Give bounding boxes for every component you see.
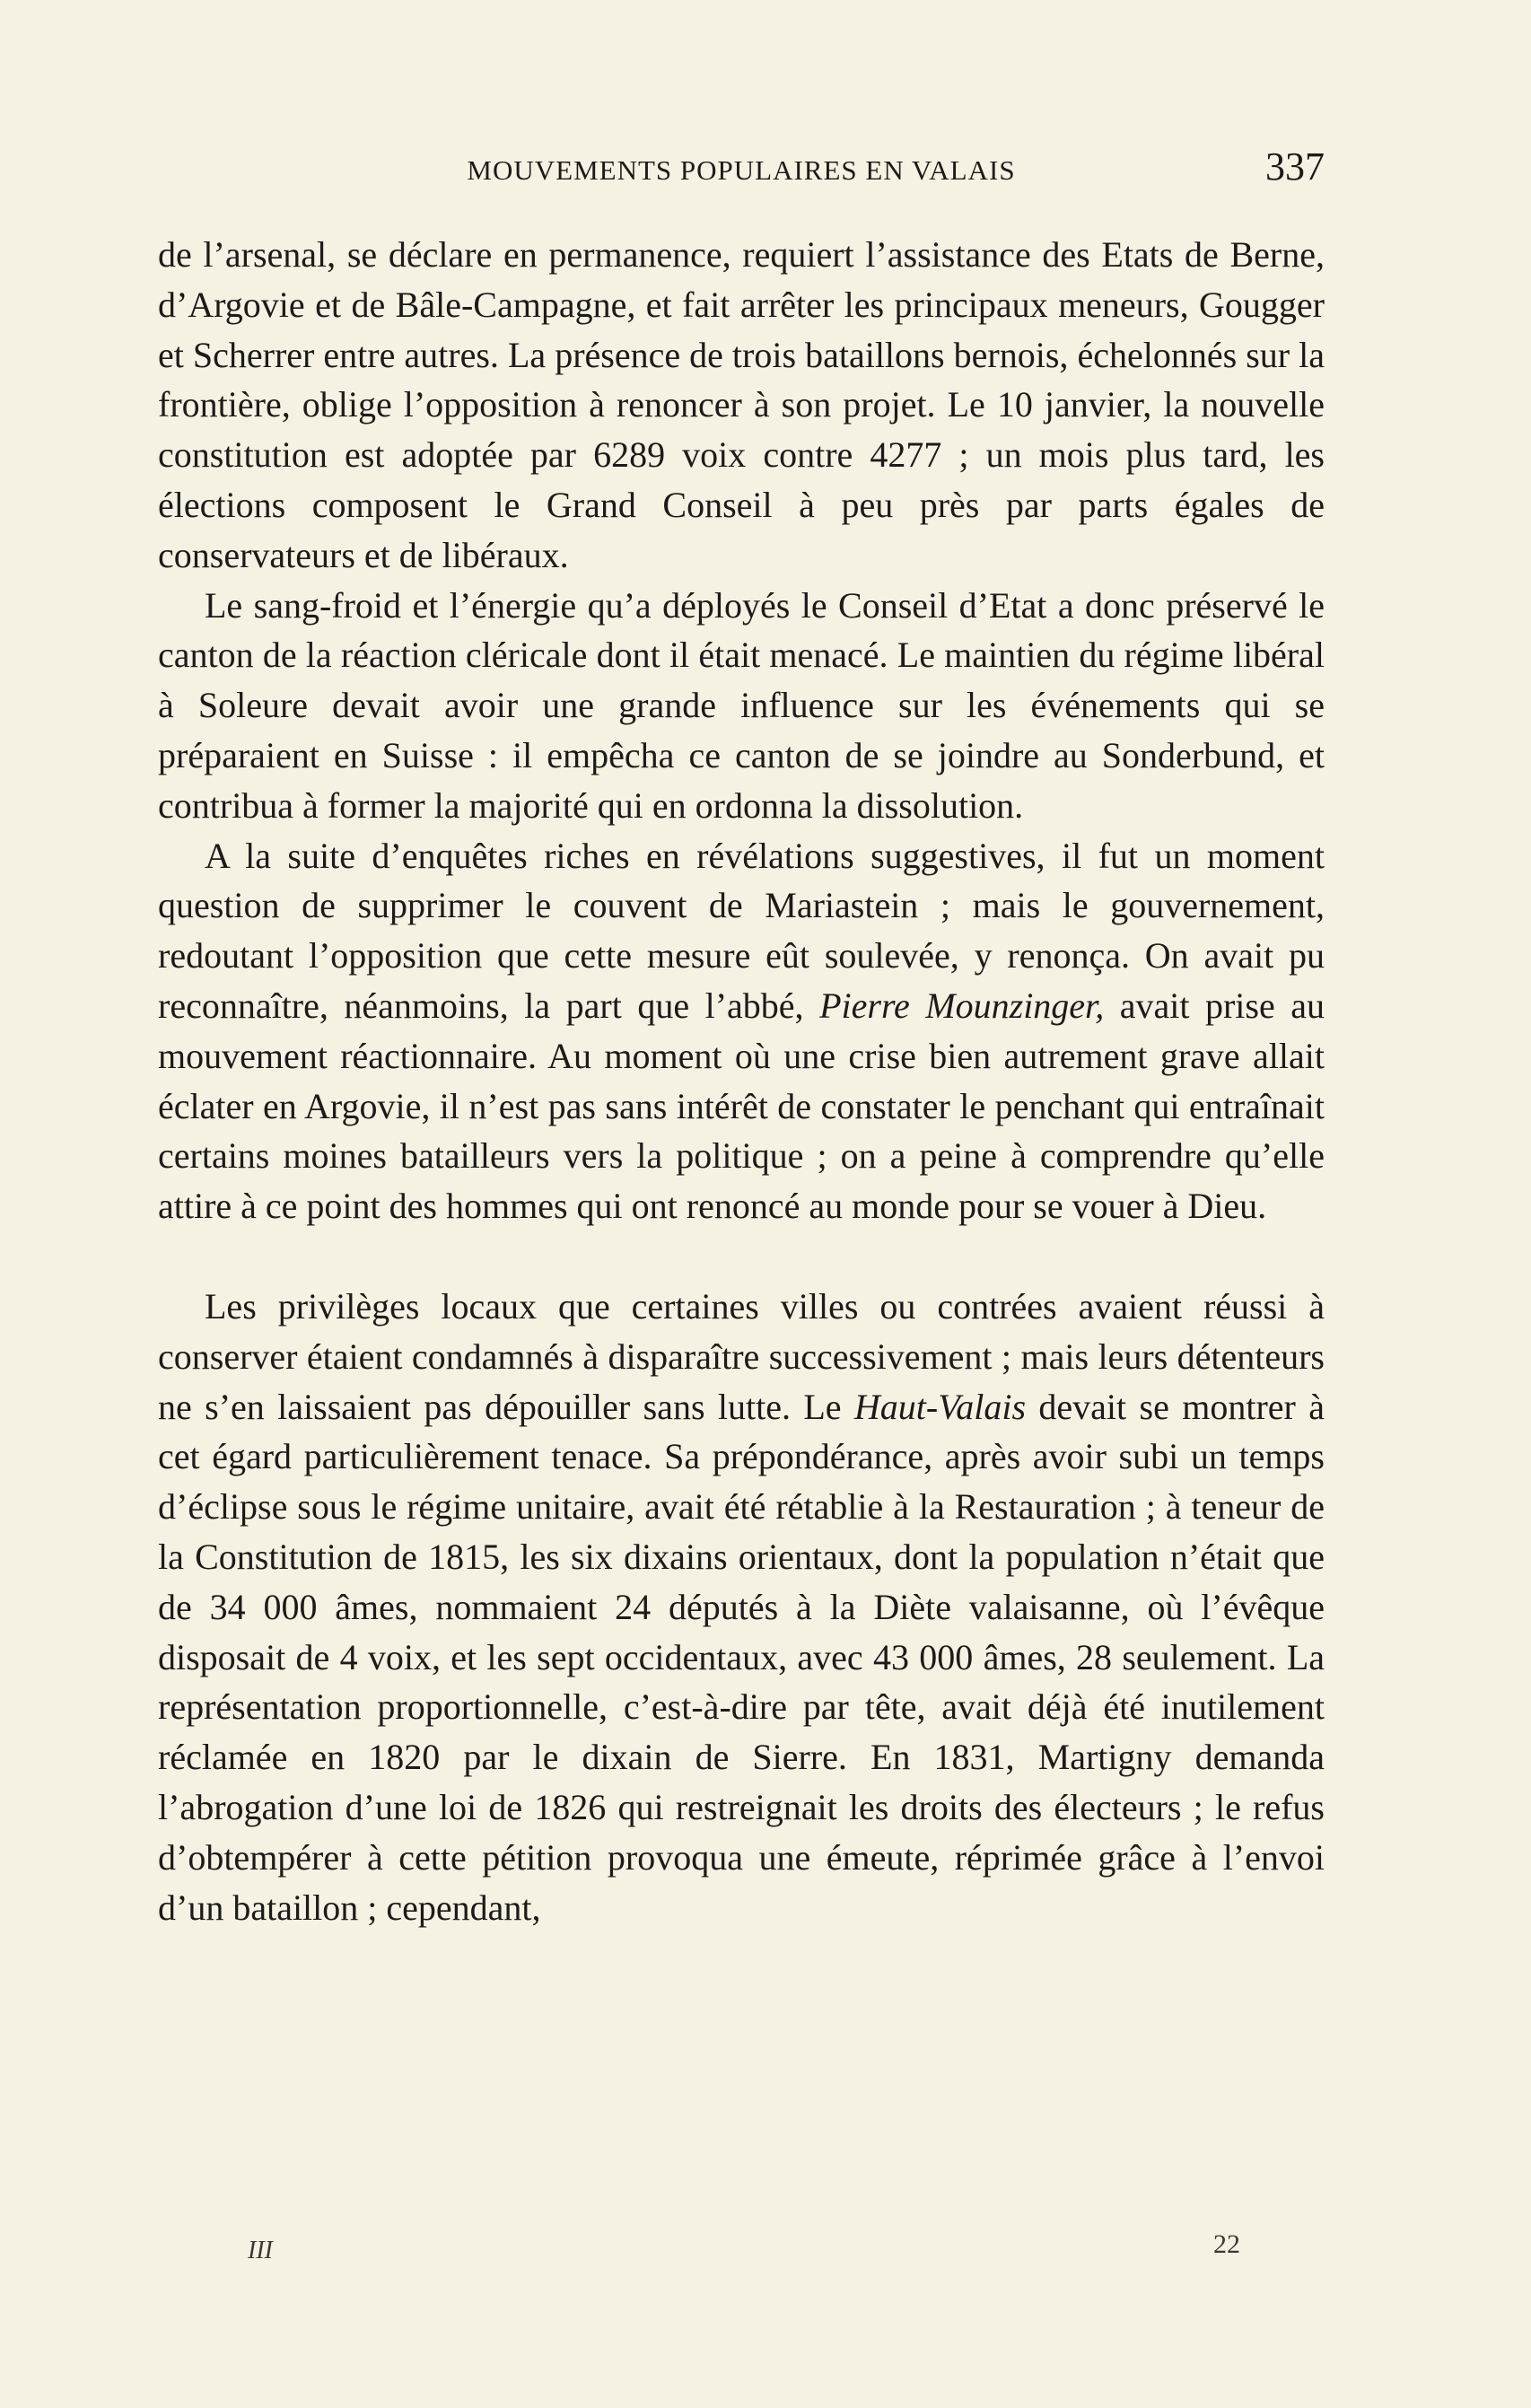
abbot-name: Pierre Mounzinger,: [819, 985, 1105, 1026]
signature-mark: III: [248, 2237, 273, 2264]
paragraph-3: [158, 831, 1325, 1231]
paragraph-4-text-a: Les privilèges locaux que certaines villes ou contrées avaient réussi à conserver étaient condamnés à disparaître successivement ; mais leurs détenteurs ne s’en laissaient pas dépouiller sans lutte. Le: [158, 1285, 1325, 1427]
paragraph-4-text-b: devait se montrer à cet égard particulièrement tenace. Sa prépondérance, après avoir subi un temps d’éclipse sous le régime unitaire, avait été rétablie à la Restauration ; à teneur de la Constitution de 1815, les six dixains orientaux, dont la population n’était que de 34 000 âmes, nommaient 24 députés à la Diète valaisanne, où l’évêque disposait de 4 voix, et les sept occidentaux, avec 43 000 âmes, 28 seulement. La représentation proportionnelle, c’est-à-dire par tête, avait déjà été inutilement réclamée en 1820 par le dixain de Sierre. En 1831, Martigny demanda l’abrogation d’une loi de 1826 qui restreignait les droits des électeurs ; le refus d’obtempérer à cette pétition provoqua une émeute, réprimée grâce à l’envoi d’un bataillon ; cependant,: [158, 1386, 1325, 1928]
paragraph-2: Le sang-froid et l’énergie qu’a déployés le Conseil d’Etat a donc préservé le canton de la réaction cléricale dont il était menacé. Le maintien du régime libéral à Soleure devait avoir une grande influence sur les événements qui se préparaient en Suisse : il empêcha ce canton de se joindre au Sonderbund, et contribua à former la majorité qui en ordonna la dissolution.: [158, 584, 1325, 826]
running-title: MOUVEMENTS POPULAIRES EN VALAIS: [467, 154, 1016, 186]
page-footer: [158, 2229, 1325, 2272]
running-head: [158, 144, 1325, 194]
paragraph-1: de l’arsenal, se déclare en permanence, requiert l’assistance des Etats de Berne, d’Argovie et de Bâle-Campagne, et fait arrêter les principaux meneurs, Gougger et Scherrer entre autres. La présence de trois bataillons bernois, échelonnés sur la frontière, oblige l’opposition à renoncer à son projet. Le 10 janvier, la nouvelle constitution est adoptée par 6289 voix contre 4277 ; un mois plus tard, les élections composent le Grand Conseil à peu près par parts égales de conservateurs et de libéraux.: [158, 234, 1325, 575]
body-text: [158, 230, 1325, 1932]
haut-valais-term: Haut-Valais: [853, 1386, 1027, 1427]
paragraph-3-text-b: avait prise au mouvement réactionnaire. Au moment où une crise bien autrement grave allait éclater en Argovie, il n’est pas sans intérêt de constater le penchant qui entraînait certains moines batailleurs vers la politique ; on a peine à comprendre qu’elle attire à ce point des hommes qui ont renoncé au monde pour se vouer à Dieu.: [158, 985, 1325, 1227]
page-number: 337: [1265, 144, 1325, 188]
paragraph-3-text-a: A la suite d’enquêtes riches en révélations suggestives, il fut un moment question de supprimer le couvent de Mariastein ; mais le gouvernement, redoutant l’opposition que cette mesure eût soulevée, y renonça. On avait pu reconnaître, néanmoins, la part que l’abbé,: [158, 835, 1325, 1026]
sheet-number: 22: [1213, 2229, 1240, 2259]
book-page: [158, 144, 1325, 2264]
paragraph-4: [158, 1282, 1325, 1932]
